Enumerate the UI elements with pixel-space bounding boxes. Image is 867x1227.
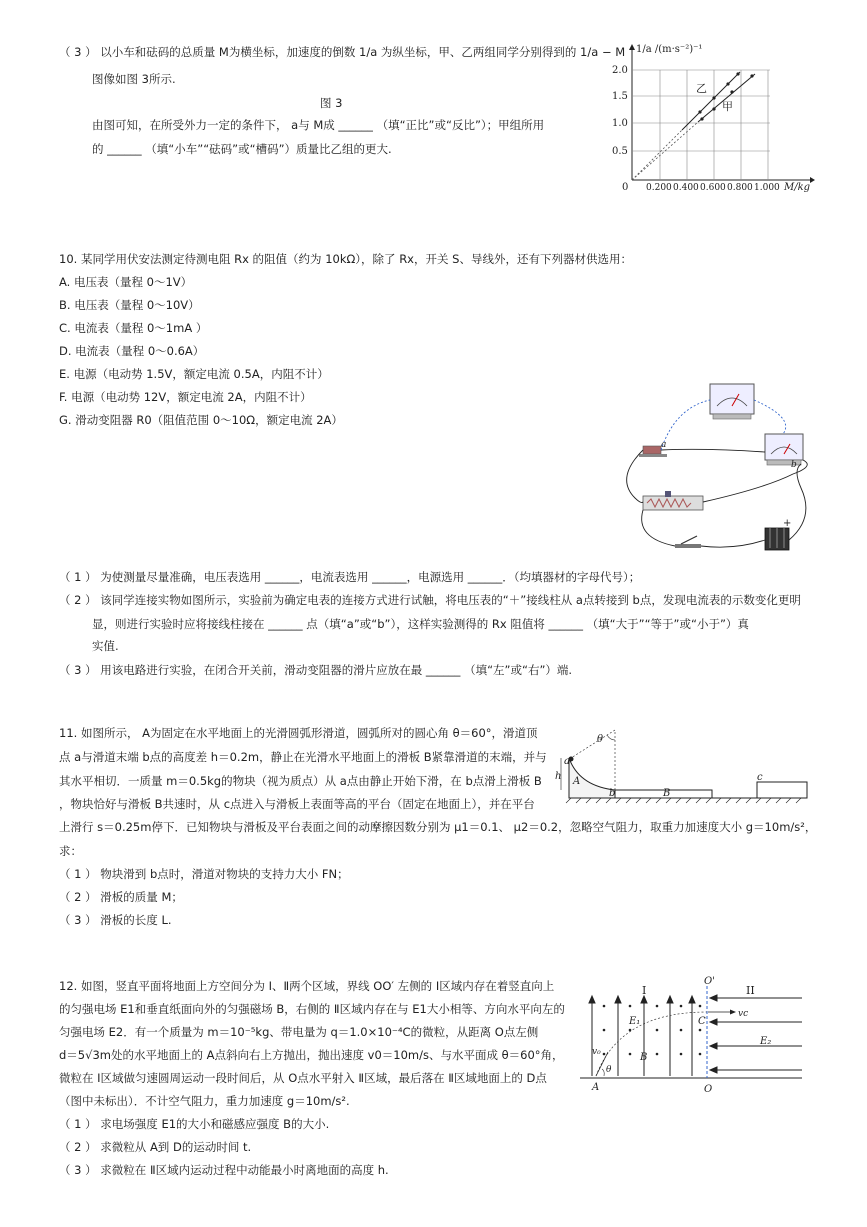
q9-sub3-line3: 由图可知，在所受外力一定的条件下， a与 M成 ______ （填“正比”或“反比”）；甲组所用 [92,118,545,132]
graph-y-tick: 2.0 [612,65,628,76]
field-region-figure [580,972,810,1097]
q11-line2: 点 a与滑道末端 b点的高度差 h＝0.2m，静止在光滑水平地面上的滑板 B紧靠滑道的末端，并与 [59,750,547,764]
graph-y-axis-label: 1/a /(m·s⁻²)⁻¹ [636,44,703,55]
q12-fig-theta: θ [606,1065,612,1075]
q10-option-c: C. 电流表（量程 0～1mA ） [59,321,208,335]
graph-label-yi: 乙 [696,82,707,95]
q11-line6: 求： [59,844,82,858]
q10-sub2-line2: 显，则进行实验时应将接线柱接在 ______ 点（填“a”或“b”），这样实验测得的 Rx 阻值将 ______ （填“大于”“等于”或“小于”）真 [92,617,749,631]
q11-sub3: （ 3 ） 滑板的长度 L. [59,913,172,927]
q12-fig-region-I: I [642,984,647,997]
q10-option-f: F. 电源（电动势 12V，额定电流 2A，内阻不计） [59,390,312,404]
rheostat-icon [643,491,703,510]
q10-sub2-line1: （ 2 ） 该同学连接实物如图所示，实验前为确定电表的连接方式进行试触，将电压表的“＋”接线柱从 a点转接到 b点，发现电流表的示数变化更明 [59,593,801,607]
battery-icon [765,518,791,550]
circuit-label-a: a [661,440,667,450]
q12-line4: d＝5√3m处的水平地面上的 A点斜向右上方抛出，抛出速度 v0＝10m/s、与水平面成 θ＝60°角， [59,1048,564,1062]
q12-fig-E1: E₁ [629,1016,641,1027]
graph-x-tick: 0.400 [673,183,699,193]
graph-x-axis-label: M/kg [784,182,811,193]
graph-x-tick: 0.600 [700,183,726,193]
q10-option-a: A. 电压表（量程 0～1V） [59,275,193,289]
graph-label-jia: 甲 [722,100,733,113]
q12-fig-E2: E₂ [760,1036,772,1047]
q11-fig-B: B [663,788,671,799]
q9-sub3-line4: 的 ______ （填“小车”“砝码”或“槽码”）质量比乙组的更大. [92,142,392,156]
q11-fig-theta: θ [597,734,604,745]
slide-track-figure [555,722,810,804]
graph-origin: 0 [622,182,629,193]
q11-line3: 其水平相切．一质量 m＝0.5kg的物块（视为质点）从 a点由静止开始下滑，在 b点滑上滑板 B [59,774,542,788]
voltmeter-icon [710,384,754,419]
q11-fig-c: c [757,772,763,783]
inverse-acceleration-graph [610,40,815,195]
q10-option-d: D. 电流表（量程 0～0.6A） [59,344,205,358]
ammeter-icon [765,434,803,465]
q9-sub3-line1: （ 3 ） 以小车和砝码的总质量 M为横坐标，加速度的倒数 1/a 为纵坐标，甲、乙两组同学分别得到的 1/a − M [59,45,626,59]
q11-fig-a: a [564,756,570,767]
q11-sub2: （ 2 ） 滑板的质量 M； [59,890,183,904]
q12-fig-region-II: II [746,984,755,997]
graph-y-tick: 1.0 [612,118,628,129]
q12-sub1: （ 1 ） 求电场强度 E1的大小和磁感应强度 B的大小. [59,1117,330,1131]
q12-sub2: （ 2 ） 求微粒从 A到 D的运动时间 t. [59,1140,252,1154]
q11-sub1: （ 1 ） 物块滑到 b点时，滑道对物块的支持力大小 FN； [59,867,349,881]
q12-line1: 12. 如图，竖直平面将地面上方空间分为 Ⅰ、Ⅱ两个区域，界线 OO′ 左侧的 Ⅰ区域内存在着竖直向上 [59,979,555,993]
circuit-figure [615,378,820,558]
q12-sub3: （ 3 ） 求微粒在 Ⅱ区域内运动过程中动能最小时离地面的高度 h. [59,1163,389,1177]
q10-sub1: （ 1 ） 为使测量尽量准确，电压表选用 ______，电流表选用 ______，电源选用 ______．（均填器材的字母代号）； [59,570,641,584]
q12-line5: 微粒在 Ⅰ区域做匀速圆周运动一段时间后，从 O点水平射入 Ⅱ区域，最后落在 Ⅱ区域地面上的 D点 [59,1071,547,1085]
graph-x-tick: 0.200 [646,183,672,193]
q10-option-g: G. 滑动变阻器 R0（阻值范围 0～10Ω，额定电流 2A） [59,413,343,427]
q12-fig-O: O [704,1084,713,1095]
graph-y-tick: 0.5 [612,146,628,157]
q10-sub2-line3: 实值. [92,639,119,653]
q10-option-e: E. 电源（电动势 1.5V，额定电流 0.5A，内阻不计） [59,367,329,381]
graph-x-tick: 1.000 [754,183,780,193]
q12-fig-O-prime: O' [704,976,715,987]
q12-fig-C: C [698,1016,706,1027]
svg-text:+: + [783,518,792,529]
q11-line4: ，物块恰好与滑板 B共速时，从 c点进入与滑板上表面等高的平台（固定在地面上），并在平台 [59,797,535,811]
q12-fig-B: B [640,1052,648,1063]
q12-fig-A: A [592,1082,600,1093]
q10-sub3: （ 3 ） 用该电路进行实验，在闭合开关前，滑动变阻器的滑片应放在最 ______ （填“左”或“右”）端. [59,663,573,677]
figure-caption: 图 3 [320,96,343,110]
graph-x-tick: 0.800 [727,183,753,193]
q12-line6: （图中未标出）．不计空气阻力，重力加速度 g＝10m/s². [59,1094,350,1108]
q9-sub3-line2: 图像如图 3所示. [92,72,176,86]
q12-fig-v0: v₀ [592,1047,601,1057]
q11-fig-h: h [555,771,562,782]
switch-icon [675,536,701,548]
q10-option-b: B. 电压表（量程 0～10V） [59,298,200,312]
circuit-label-b: b [791,460,797,470]
q11-fig-A: A [573,776,581,787]
q12-line3: 匀强电场 E2．有一个质量为 m＝10⁻⁵kg、带电量为 q＝1.0×10⁻⁴C的微粒，从距离 O点左侧 [59,1025,539,1039]
q11-line1: 11. 如图所示， A为固定在水平地面上的光滑圆弧形滑道，圆弧所对的圆心角 θ＝60°，滑道顶 [59,726,538,740]
q11-fig-b: b [609,788,616,799]
q12-fig-vc: vc [738,1009,749,1019]
graph-y-tick: 1.5 [612,91,628,102]
q11-line5: 上滑行 s＝0.25m停下．已知物块与滑板及平台表面之间的动摩擦因数分别为 μ1＝0.1、 μ2＝0.2，忽略空气阻力，取重力加速度大小 g＝10m/s²， [59,820,817,834]
q10-stem: 10. 某同学用伏安法测定待测电阻 Rx 的阻值（约为 10kΩ），除了 Rx，开关 S、导线外，还有下列器材供选用： [59,252,632,266]
q12-line2: 的匀强电场 E1和垂直纸面向外的匀强磁场 B，右侧的 Ⅱ区域内存在与 E1大小相等、方向水平向左的 [59,1002,565,1016]
